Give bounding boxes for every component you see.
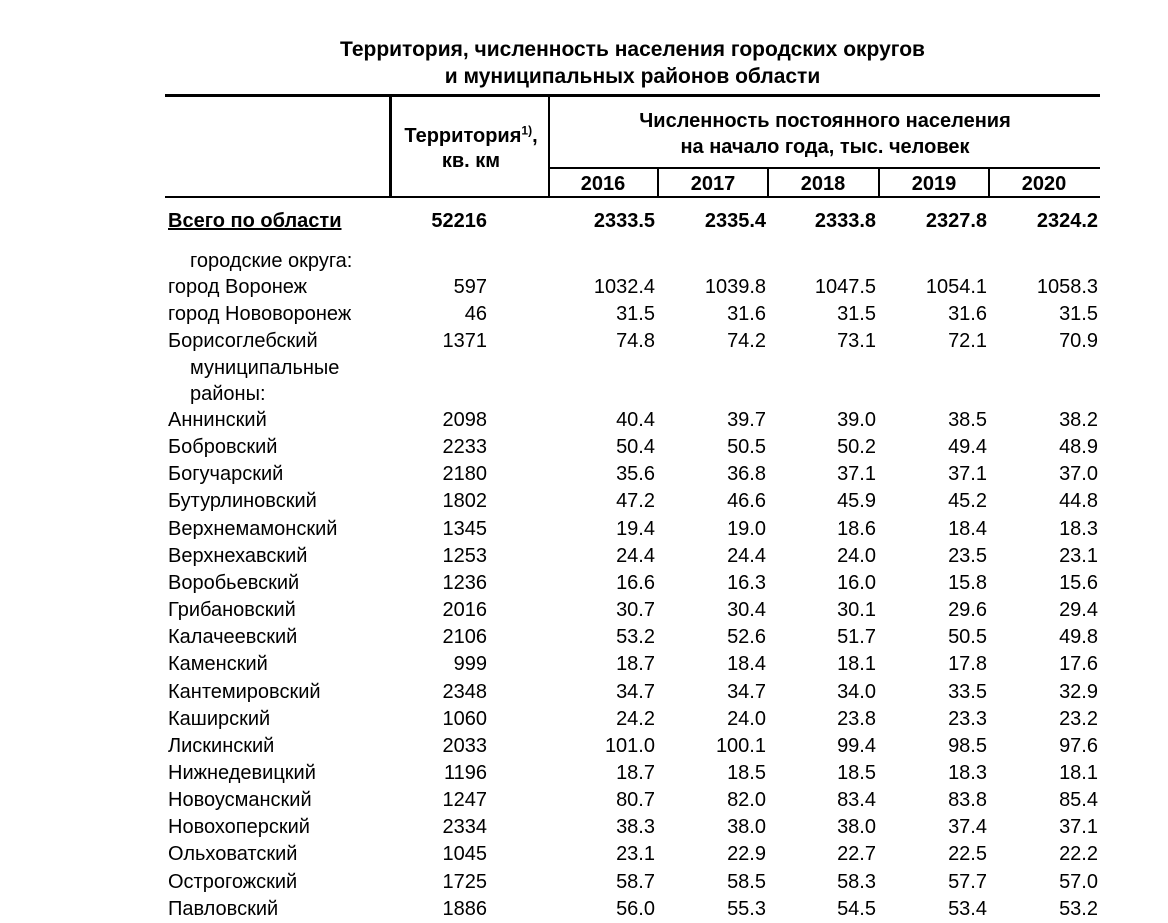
territory-label: Территория	[404, 125, 522, 147]
row-value-2018: 45.9	[837, 490, 876, 513]
row-name: город Воронеж	[168, 276, 308, 298]
table-row	[0, 434, 1168, 461]
row-value-2020: 37.0	[1059, 463, 1098, 486]
table-row	[0, 787, 1168, 814]
year-header-2016: 2016	[580, 173, 626, 195]
districts-section-label-1: муниципальные	[190, 357, 340, 379]
table-row	[0, 841, 1168, 868]
row-value-2019: 18.4	[948, 517, 987, 540]
row-value-2020: 85.4	[1059, 789, 1098, 812]
row-name: Борисоглебский	[168, 330, 318, 353]
row-value-2017: 24.4	[727, 544, 766, 567]
row-value-2020: 97.6	[1059, 734, 1098, 757]
row-value-2016: 50.4	[616, 436, 655, 459]
row-value-2019: 37.1	[948, 463, 987, 486]
row-value-2016: 53.2	[616, 626, 655, 649]
row-territory: 1236	[442, 571, 487, 594]
row-value-2019: 23.5	[948, 544, 987, 567]
years-top-rule	[548, 167, 1100, 169]
row-value-2018: 39.0	[837, 409, 876, 431]
table-row	[0, 706, 1168, 733]
year-header-2018: 2018	[800, 173, 846, 195]
title-line-1: Территория, численность населения городских округов	[340, 38, 925, 61]
top-rule	[165, 94, 1100, 97]
population-header-line-2: на начало года, тыс. человек	[680, 136, 970, 158]
row-value-2017: 36.8	[727, 463, 766, 486]
row-value-2018: 50.2	[837, 436, 876, 459]
row-value-2016: 58.7	[616, 870, 655, 893]
row-name: Кантемировский	[168, 680, 321, 703]
row-value-2019: 17.8	[948, 653, 987, 676]
total-row	[0, 208, 1168, 235]
row-value-2018: 23.8	[837, 707, 876, 730]
row-value-2018: 22.7	[837, 843, 876, 866]
row-territory: 2334	[442, 816, 487, 839]
row-value-2020: 31.5	[1059, 303, 1098, 326]
row-value-2020: 44.8	[1059, 490, 1098, 513]
row-value-2019: 23.3	[948, 707, 987, 730]
row-value-2018: 99.4	[837, 734, 876, 757]
year-header-2017: 2017	[690, 173, 736, 195]
row-name: Калачеевский	[168, 626, 298, 649]
row-name: Бобровский	[168, 436, 278, 459]
row-territory: 2106	[442, 626, 487, 649]
total-value-2017: 2335.4	[704, 210, 766, 232]
row-value-2016: 24.2	[616, 707, 655, 730]
territory-footnote: 1)	[521, 123, 533, 138]
row-territory: 1060	[442, 707, 487, 730]
row-value-2019: 22.5	[948, 843, 987, 866]
row-value-2018: 34.0	[837, 680, 876, 703]
row-value-2019: 57.7	[948, 870, 987, 893]
row-value-2016: 56.0	[616, 897, 655, 920]
table-row	[0, 597, 1168, 624]
row-value-2019: 1054.1	[925, 276, 987, 298]
row-name: Воробьевский	[168, 571, 300, 594]
row-value-2019: 33.5	[948, 680, 987, 703]
row-value-2017: 46.6	[727, 490, 766, 513]
row-value-2019: 53.4	[948, 897, 987, 920]
table-row	[0, 733, 1168, 760]
row-name: Каширский	[168, 707, 271, 730]
population-header	[550, 108, 1100, 160]
row-name: город Нововоронеж	[168, 303, 352, 326]
title-line-2: и муниципальных районов области	[444, 65, 821, 88]
row-value-2017: 52.6	[727, 626, 766, 649]
row-value-2019: 15.8	[948, 571, 987, 594]
total-territory: 52216	[431, 210, 487, 232]
row-value-2017: 50.5	[727, 436, 766, 459]
territory-unit: кв. км	[441, 150, 501, 172]
table-row	[0, 407, 1168, 434]
row-name: Ольховатский	[168, 843, 298, 866]
row-value-2017: 24.0	[727, 707, 766, 730]
row-value-2017: 100.1	[715, 734, 766, 757]
row-value-2016: 34.7	[616, 680, 655, 703]
row-value-2016: 101.0	[604, 734, 655, 757]
row-name: Богучарский	[168, 463, 284, 486]
row-value-2020: 49.8	[1059, 626, 1098, 649]
table-row	[0, 516, 1168, 543]
row-value-2018: 18.6	[837, 517, 876, 540]
row-value-2018: 30.1	[837, 599, 876, 622]
row-value-2017: 18.4	[727, 653, 766, 676]
row-value-2020: 57.0	[1059, 870, 1098, 893]
row-value-2019: 49.4	[948, 436, 987, 459]
row-territory: 999	[453, 653, 487, 676]
row-value-2018: 58.3	[837, 870, 876, 893]
row-name: Верхнехавский	[168, 544, 308, 567]
row-territory: 46	[464, 303, 487, 326]
row-territory: 2098	[442, 409, 487, 431]
table-row	[0, 896, 1168, 923]
row-value-2020: 37.1	[1059, 816, 1098, 839]
row-value-2019: 98.5	[948, 734, 987, 757]
table-row	[0, 679, 1168, 706]
row-value-2020: 18.3	[1059, 517, 1098, 540]
row-name: Новоусманский	[168, 789, 312, 812]
row-value-2016: 74.8	[616, 330, 655, 353]
row-value-2017: 82.0	[727, 789, 766, 812]
row-value-2018: 38.0	[837, 816, 876, 839]
table-row	[0, 274, 1168, 301]
row-value-2018: 83.4	[837, 789, 876, 812]
row-value-2019: 38.5	[948, 409, 987, 431]
total-name: Всего по области	[168, 210, 342, 232]
header-bottom-rule	[165, 196, 1100, 198]
row-territory: 597	[453, 276, 487, 298]
row-territory: 1045	[442, 843, 487, 866]
row-value-2017: 19.0	[727, 517, 766, 540]
row-value-2017: 1039.8	[704, 276, 766, 298]
row-territory: 1725	[442, 870, 487, 893]
row-territory: 2033	[442, 734, 487, 757]
row-territory: 2180	[442, 463, 487, 486]
row-value-2016: 38.3	[616, 816, 655, 839]
row-value-2018: 37.1	[837, 463, 876, 486]
row-value-2018: 18.5	[837, 761, 876, 784]
row-value-2016: 1032.4	[593, 276, 655, 298]
row-value-2018: 54.5	[837, 897, 876, 920]
row-value-2019: 50.5	[948, 626, 987, 649]
row-value-2016: 47.2	[616, 490, 655, 513]
row-name: Лискинский	[168, 734, 275, 757]
row-value-2016: 40.4	[616, 409, 655, 431]
row-name: Грибановский	[168, 599, 296, 622]
row-value-2019: 18.3	[948, 761, 987, 784]
row-value-2016: 23.1	[616, 843, 655, 866]
row-value-2017: 74.2	[727, 330, 766, 353]
row-territory: 2233	[442, 436, 487, 459]
table-row	[0, 869, 1168, 896]
row-value-2016: 24.4	[616, 544, 655, 567]
row-name: Острогожский	[168, 870, 298, 893]
year-header-2019: 2019	[911, 173, 957, 195]
table-row	[0, 814, 1168, 841]
row-value-2018: 24.0	[837, 544, 876, 567]
row-value-2020: 18.1	[1059, 761, 1098, 784]
row-name: Новохоперский	[168, 816, 310, 839]
row-value-2016: 18.7	[616, 653, 655, 676]
row-value-2018: 1047.5	[814, 276, 876, 298]
urban-section-label: городские округа:	[190, 250, 353, 272]
row-value-2020: 15.6	[1059, 571, 1098, 594]
year-header-2020: 2020	[1021, 173, 1067, 195]
row-value-2019: 31.6	[948, 303, 987, 326]
territory-comma: ,	[532, 125, 538, 147]
table-row	[0, 328, 1168, 355]
row-territory: 1345	[442, 517, 487, 540]
row-territory: 2016	[442, 599, 487, 622]
row-value-2020: 23.2	[1059, 707, 1098, 730]
territory-header	[392, 124, 550, 174]
table-row	[0, 543, 1168, 570]
table-row	[0, 461, 1168, 488]
row-value-2020: 17.6	[1059, 653, 1098, 676]
row-value-2019: 45.2	[948, 490, 987, 513]
row-name: Нижнедевицкий	[168, 761, 316, 784]
districts-section-label-2: районы:	[190, 383, 266, 405]
total-value-2020: 2324.2	[1036, 210, 1098, 232]
row-value-2017: 39.7	[727, 409, 766, 431]
row-name: Каменский	[168, 653, 268, 676]
row-value-2018: 51.7	[837, 626, 876, 649]
row-value-2020: 23.1	[1059, 544, 1098, 567]
table-title	[165, 36, 1100, 90]
row-value-2016: 30.7	[616, 599, 655, 622]
row-value-2016: 35.6	[616, 463, 655, 486]
row-territory: 2348	[442, 680, 487, 703]
row-value-2017: 38.0	[727, 816, 766, 839]
row-value-2019: 83.8	[948, 789, 987, 812]
row-value-2020: 53.2	[1059, 897, 1098, 920]
districts-section-row-1	[0, 355, 1168, 382]
row-name: Павловский	[168, 897, 279, 920]
row-value-2020: 32.9	[1059, 680, 1098, 703]
row-value-2017: 16.3	[727, 571, 766, 594]
row-value-2018: 73.1	[837, 330, 876, 353]
population-header-line-1: Численность постоянного населения	[639, 110, 1011, 132]
row-value-2020: 29.4	[1059, 599, 1098, 622]
row-territory: 1802	[442, 490, 487, 513]
row-territory: 1253	[442, 544, 487, 567]
table-row	[0, 624, 1168, 651]
total-value-2018: 2333.8	[814, 210, 876, 232]
row-value-2017: 58.5	[727, 870, 766, 893]
row-value-2017: 31.6	[727, 303, 766, 326]
row-value-2017: 55.3	[727, 897, 766, 920]
row-value-2017: 30.4	[727, 599, 766, 622]
row-value-2019: 29.6	[948, 599, 987, 622]
total-value-2016: 2333.5	[593, 210, 655, 232]
districts-section-row-2	[0, 381, 1168, 408]
row-territory: 1371	[442, 330, 487, 353]
row-value-2016: 80.7	[616, 789, 655, 812]
row-value-2019: 37.4	[948, 816, 987, 839]
row-value-2016: 31.5	[616, 303, 655, 326]
row-name: Верхнемамонский	[168, 517, 338, 540]
row-name: Бутурлиновский	[168, 490, 317, 513]
table-row	[0, 488, 1168, 515]
row-territory: 1196	[443, 761, 487, 784]
table-row	[0, 570, 1168, 597]
row-value-2018: 31.5	[837, 303, 876, 326]
total-value-2019: 2327.8	[925, 210, 987, 232]
row-value-2019: 72.1	[948, 330, 987, 353]
row-value-2017: 18.5	[727, 761, 766, 784]
row-value-2016: 19.4	[616, 517, 655, 540]
row-value-2020: 22.2	[1059, 843, 1098, 866]
row-territory: 1247	[442, 789, 487, 812]
row-name: Аннинский	[168, 409, 267, 431]
row-value-2020: 1058.3	[1036, 276, 1098, 298]
urban-section-row	[0, 248, 1168, 275]
row-value-2018: 16.0	[837, 571, 876, 594]
row-value-2016: 18.7	[616, 761, 655, 784]
table-row	[0, 301, 1168, 328]
row-value-2020: 48.9	[1059, 436, 1098, 459]
row-value-2018: 18.1	[837, 653, 876, 676]
table-row	[0, 760, 1168, 787]
row-value-2020: 38.2	[1059, 409, 1098, 431]
row-territory: 1886	[442, 897, 487, 920]
row-value-2020: 70.9	[1059, 330, 1098, 353]
row-value-2017: 34.7	[727, 680, 766, 703]
table-row	[0, 651, 1168, 678]
row-value-2016: 16.6	[616, 571, 655, 594]
row-value-2017: 22.9	[727, 843, 766, 866]
